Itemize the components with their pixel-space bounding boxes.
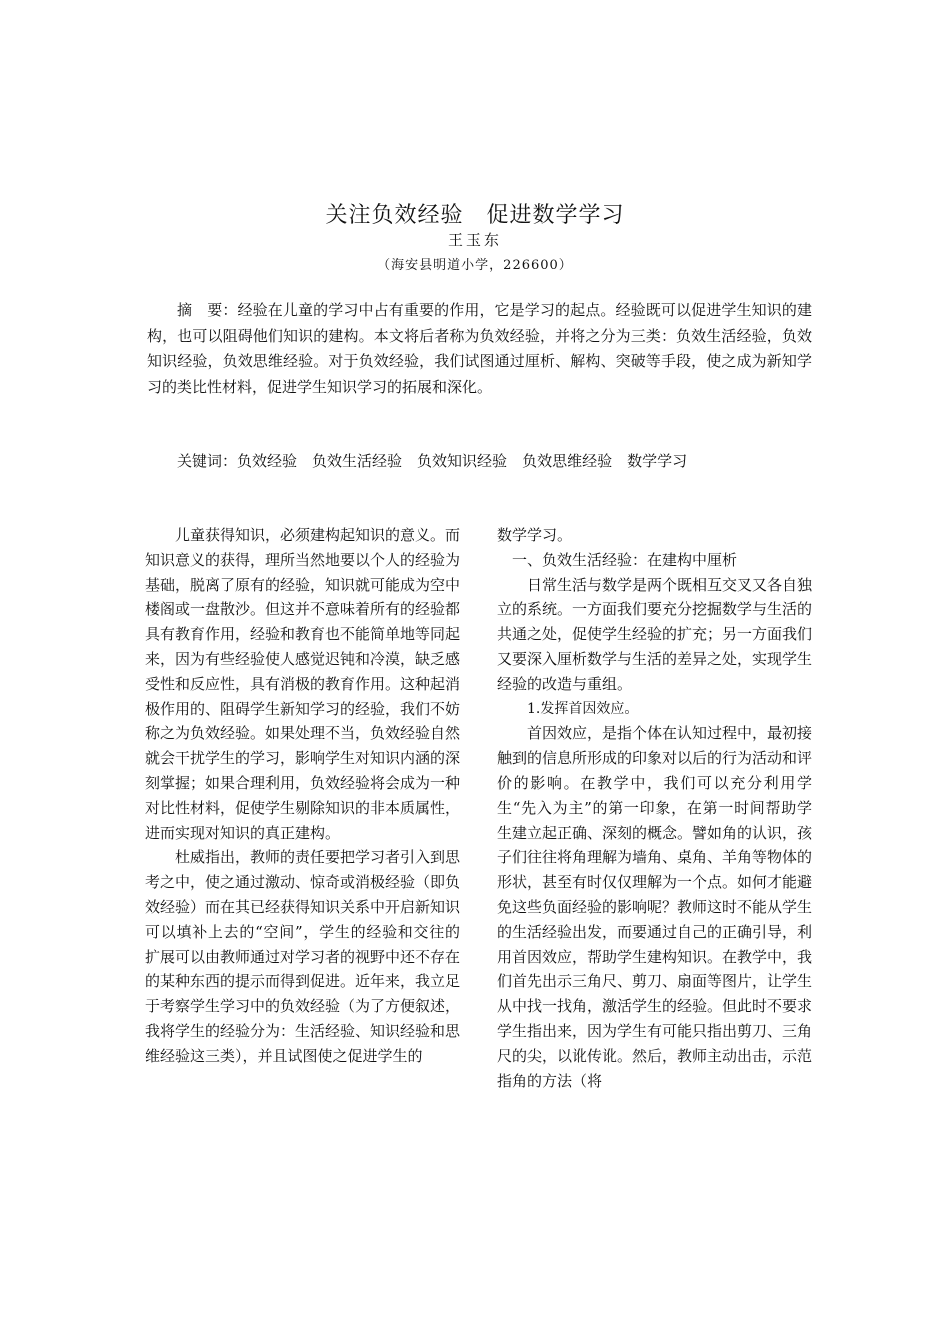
author-affiliation: （海安县明道小学，226600）	[377, 258, 573, 273]
keyword: 负效知识经验	[417, 452, 508, 470]
body-paragraph-continued: 数学学习。	[497, 526, 573, 544]
keyword: 负效思维经验	[522, 452, 613, 470]
keyword: 负效生活经验	[312, 452, 403, 470]
body-paragraph: 首因效应，是指个体在认知过程中，最初接触到的信息所形成的印象对以后的行为活动和评价的影响。在教学中，我们可以充分利用学生“先入为主”的第一印象，在第一时间帮助学生建立起正确、深刻的概念。譬如角的认识，孩子们往往将角理解为墙角、桌角、羊角等物体的形状，甚至有时仅仅理解为一个点。如何才能避免这些负面经验的影响呢？教师这时不能从学生的生活经验出发，而要通过自己的正确引导，利用首因效应，帮助学生建构知识。在教学中，我们首先出示三角尺、剪刀、扇面等图片，让学生从中找一找角，激活学生的经验。但此时不要求学生指出来，因为学生有可能只指出剪刀、三角尺的尖，以讹传讹。然后，教师主动出击，示范指角的方法（将	[497, 724, 813, 1090]
author-name: 王玉东	[447, 231, 502, 249]
abstract-label: 摘 要：	[177, 301, 238, 319]
left-column	[145, 523, 460, 1069]
keyword: 负效经验	[237, 452, 298, 470]
abstract-text: 经验在儿童的学习中占有重要的作用，它是学习的起点。经验既可以促进学生知识的建构，也可以阻碍他们知识的建构。本文将后者称为负效经验，并将之分为三类：负效生活经验，负效知识经验，负效思维经验。对于负效经验，我们试图通过厘析、解构、突破等手段，使之成为新知学习的类比性材料，促进学生知识学习的拓展和深化。	[147, 301, 812, 396]
keyword: 数学学习	[627, 452, 688, 470]
right-column	[497, 523, 812, 1093]
abstract	[147, 298, 812, 400]
body-paragraph: 儿童获得知识，必须建构起知识的意义。而知识意义的获得，理所当然地要以个人的经验为基础，脱离了原有的经验，知识就可能成为空中楼阁或一盘散沙。但这并不意味着所有的经验都具有教育作用，经验和教育也不能简单地等同起来，因为有些经验使人感觉迟钝和冷漠，缺乏感受性和反应性，具有消极的教育作用。这种起消极作用的、阻碍学生新知学习的经验，我们不妨称之为负效经验。如果处理不当，负效经验自然就会干扰学生的学习，影响学生对知识内涵的深刻掌握；如果合理利用，负效经验将会成为一种对比性材料，促使学生剔除知识的非本质属性，进而实现对知识的真正建构。	[145, 526, 461, 842]
subsection-heading: 1.发挥首因效应。	[527, 700, 639, 717]
paper-title: 关注负效经验 促进数学学习	[325, 203, 625, 228]
section-heading: 一、负效生活经验：在建构中厘析	[512, 550, 738, 569]
keywords	[177, 450, 817, 472]
keywords-label: 关键词：	[177, 452, 238, 470]
body-paragraph: 日常生活与数学是两个既相互交叉又各自独立的系统。一方面我们要充分挖掘数学与生活的共通之处，促使学生经验的扩充；另一方面我们又要深入厘析数学与生活的差异之处，实现学生经验的改造与重组。	[497, 575, 813, 693]
body-paragraph: 杜威指出，教师的责任要把学习者引入到思考之中，使之通过激动、惊奇或消极经验（即负效经验）而在其已经获得知识关系中开启新知识可以填补上去的“空间”，学生的经验和交往的扩展可以由教师通过对学习者的视野中还不存在的某种东西的提示而得到促进。近年来，我立足于考察学生学习中的负效经验（为了方便叙述，我将学生的经验分为：生活经验、知识经验和思维经验这三类），并且试图使之促进学生的	[145, 848, 461, 1065]
